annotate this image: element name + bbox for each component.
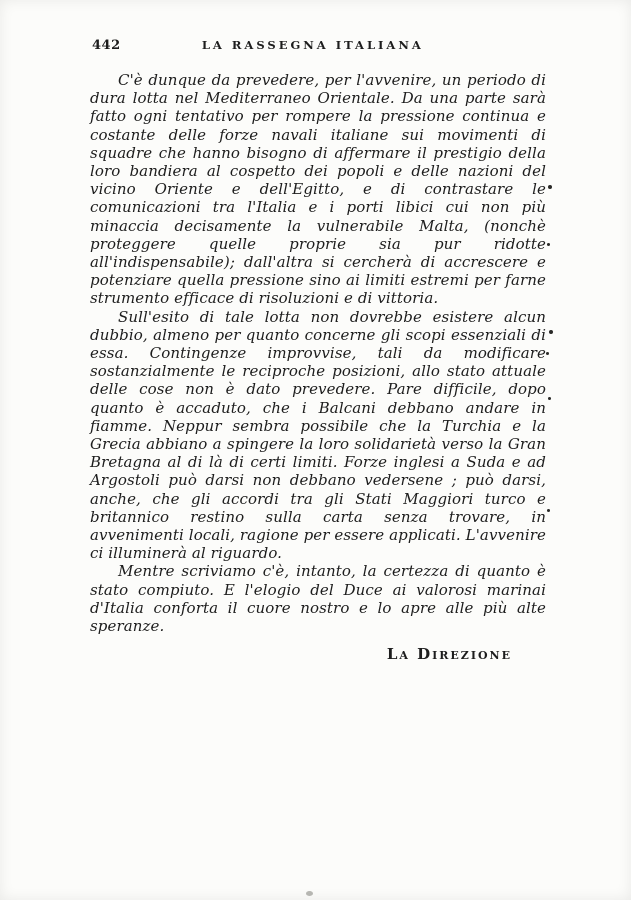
journal-title: LA RASSEGNA ITALIANA	[201, 38, 424, 52]
page-header	[92, 38, 545, 53]
paragraph-2: Sull'esito di tale lotta non dovrebbe esistere alcun dubbio, almeno per quanto concerne gli scopi essenziali di essa. Contingenze improvvise, tali da modificare sostanzialmente le reciproche posizioni, allo stato attuale delle cose non è dato prevedere. Pare difficile, dopo quanto è accaduto, che i Balcani debbano andare in fiamme. Neppur sembra possibile che la Turchia e la Grecia abbiano a spingere la loro solidarietà verso la Gran Bretagna al di là di certi limiti. Forze inglesi a Suda e ad Argostoli può darsi non debbano vedersene ; può darsi, anche, che gli accordi tra gli Stati Maggiori turco e britannico restino sulla carta senza trovare, in avvenimenti locali, ragione per essere applicati. L'avvenire ci illuminerà al riguardo.	[90, 307, 546, 563]
paragraph-1: C'è dunque da prevedere, per l'avvenire, un periodo di dura lotta nel Mediterraneo Orientale. Da una parte sarà fatto ogni tentativo per rompere la pressione continua e costante delle forze navali italiane sui movimenti di squadre che hanno bisogno di affermare il prestigio della loro bandiera al cospetto dei popoli e delle nazioni del vicino Oriente e dell'Egitto, e di contrastare le comunicazioni tra l'Italia e i porti libici cui non più minaccia decisamente la vulnerabile Malta, (nonchè proteggere quelle proprie sia pur ridotte all'indispensabile); dall'altra si cercherà di accrescere e potenziare quella pressione sino ai limiti estremi per farne strumento efficace di risoluzioni e di vittoria.	[90, 71, 546, 308]
scan-speck	[548, 397, 551, 400]
scan-speck	[547, 509, 550, 512]
scan-speck	[549, 330, 553, 334]
page-number: 442	[92, 38, 121, 53]
article-body	[90, 71, 546, 635]
scan-speck	[546, 352, 549, 355]
scan-smudge	[306, 891, 313, 896]
scan-speck	[547, 243, 550, 246]
scan-speck	[548, 185, 552, 189]
paragraph-3: Mentre scriviamo c'è, intanto, la certezza di quanto è stato compiuto. E l'elogio del Duce ai valorosi marinai d'Italia conforta il cuore nostro e lo apre alle più alte speranze.	[90, 562, 546, 636]
signature-la-direzione: La Direzione	[386, 645, 512, 664]
